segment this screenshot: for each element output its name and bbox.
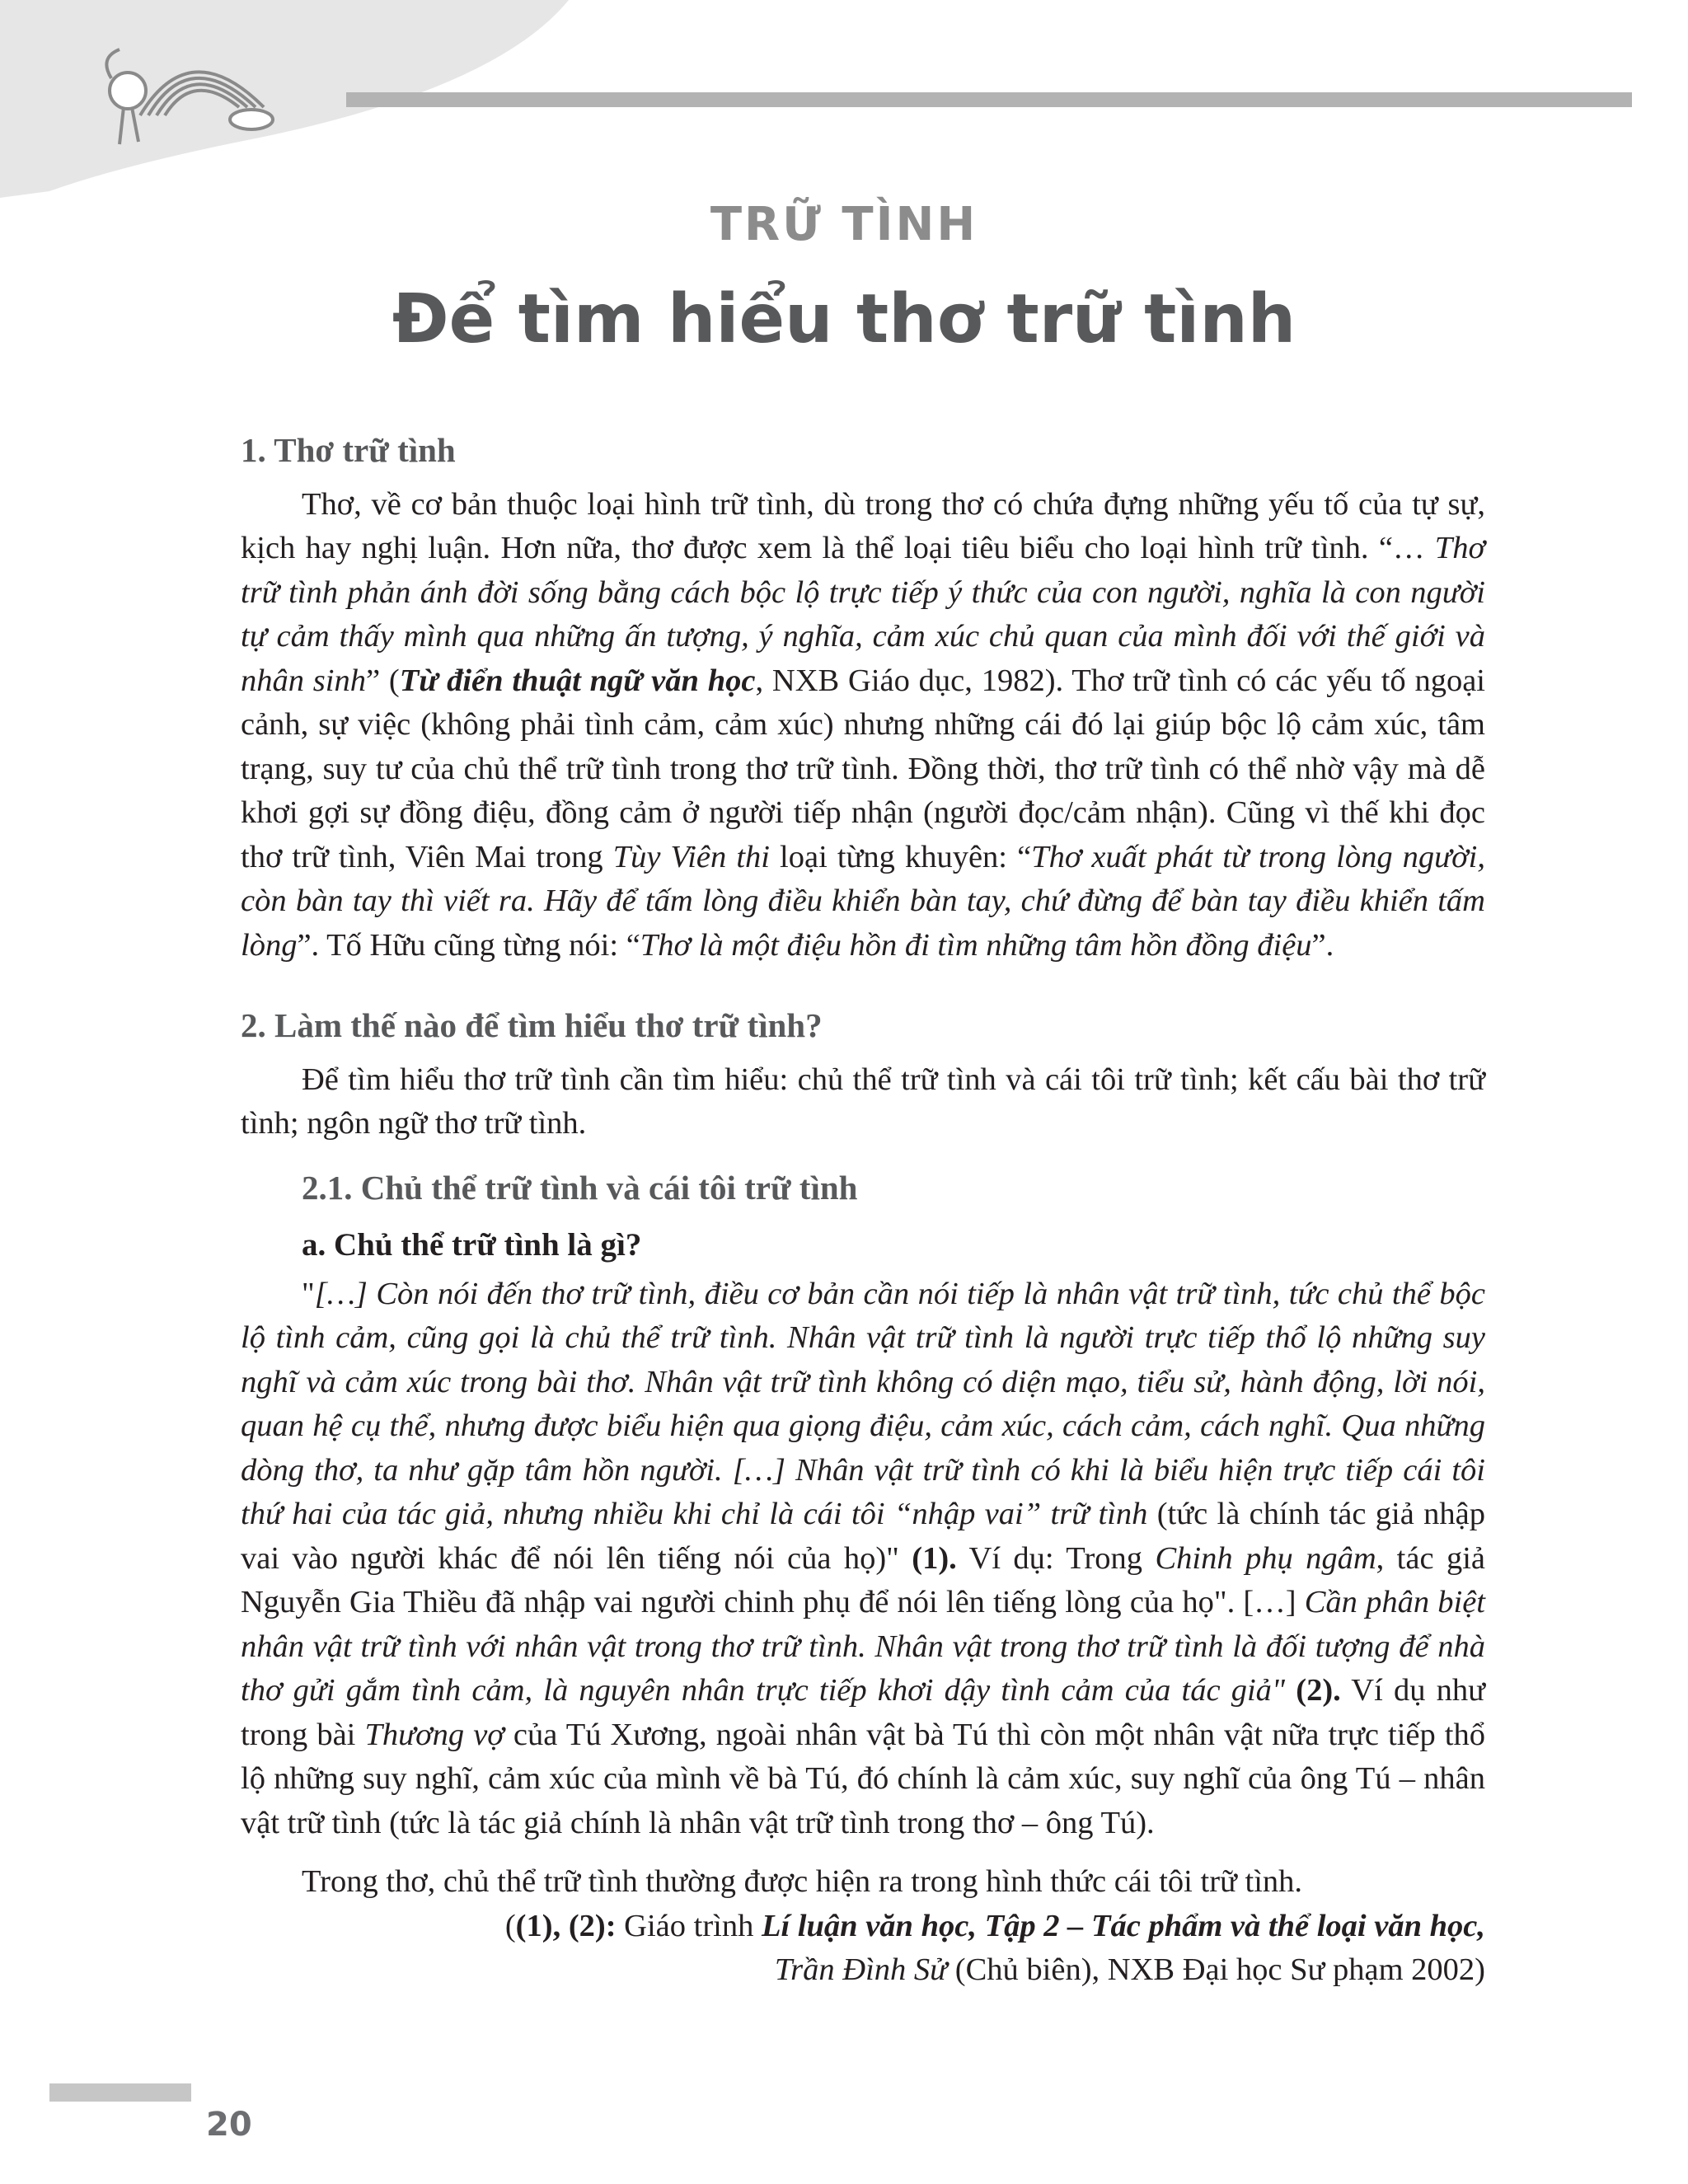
text-run: , tác giả Nguyễn Gia Thiều đã nhập vai người chinh phụ để nói lên tiếng lòng của họ". […] bbox=[241, 1540, 1485, 1619]
text-run: ” ( bbox=[366, 663, 400, 698]
author-name: Trần Đình Sử bbox=[774, 1952, 948, 1987]
section-1-paragraph bbox=[241, 483, 1485, 968]
text-run: " bbox=[302, 1276, 315, 1311]
source-title: Từ điển thuật ngữ văn học bbox=[399, 663, 756, 698]
page-title: Để tìm hiểu thơ trữ tình bbox=[392, 280, 1296, 359]
text-run: ”. Tố Hữu cũng từng nói: “ bbox=[297, 927, 640, 963]
text-run: loại từng khuyên: “ bbox=[769, 839, 1032, 874]
citation-line-2 bbox=[241, 1948, 1485, 1993]
text-run: (tức là chính tác giả nhập vai vào người khác để nói lên tiếng nói của họ)" bbox=[241, 1497, 1485, 1576]
work-title: Chinh phụ ngâm bbox=[1155, 1540, 1376, 1576]
text-run bbox=[1285, 1673, 1296, 1708]
footnote-ref: (2). bbox=[1296, 1673, 1341, 1708]
subsection-2-1-heading: 2.1. Chủ thể trữ tình và cái tôi trữ tình bbox=[302, 1168, 858, 1207]
quote-run: Cần phân biệt nhân vật trữ tình với nhân vật trong thơ trữ tình. Nhân vật trong thơ trữ tình là đối tượng để nhà thơ gửi gắm tình cảm, là nguyên nhân trực tiếp khơi dậy tình cảm của tác giả" bbox=[241, 1585, 1485, 1708]
quote-run: […] Còn nói đến thơ trữ tình, điều cơ bản cần nói tiếp là nhân vật trữ tình, tức chủ thể bộc lộ tình cảm, cũng gọi là chủ thể trữ tình. Nhân vật trữ tình là người trực tiếp thổ lộ những suy nghĩ và cảm xúc trong bài thơ. Nhân vật trữ tình không có diện mạo, tiểu sử, hành động, lời nói, quan hệ cụ thể, nhưng được biểu hiện qua giọng điệu, cảm xúc, cách cảm, cách nghĩ. Qua những dòng thơ, ta như gặp tâm hồn người. […] Nhân vật trữ tình có khi là biểu hiện trực tiếp cái tôi thứ hai của tác giả, nhưng nhiều khi chỉ là cái tôi “nhập vai” trữ tình bbox=[241, 1276, 1485, 1531]
text-run: Thơ, về cơ bản thuộc loại hình trữ tình, dù trong thơ có chứa đựng những yếu tố của tự sự, kịch hay nghị luận. Hơn nữa, thơ được xem là thể loại tiêu biểu cho loại hình trữ tình. “… bbox=[241, 486, 1485, 565]
section-2-heading: 2. Làm thế nào để tìm hiểu thơ trữ tình? bbox=[241, 1006, 823, 1044]
quote-run: Thơ trữ tình phản ánh đời sống bằng cách bộc lộ trực tiếp ý thức của con người, nghĩa là con người tự cảm thấy mình qua những ấn tượng, ý nghĩa, cảm xúc chủ quan của mình đối với thế giới và nhân sinh bbox=[241, 531, 1485, 698]
text-run: ( bbox=[504, 1908, 516, 1943]
page-number: 20 bbox=[206, 2106, 252, 2144]
section-kicker: TRỮ TÌNH bbox=[710, 198, 978, 251]
subsection-a-heading: a. Chủ thể trữ tình là gì? bbox=[302, 1227, 642, 1263]
text-run: của Tú Xương, ngoài nhân vật bà Tú thì còn một nhân vật nữa trực tiếp thổ lộ những suy nghĩ, cảm xúc của mình về bà Tú, đó chính là cảm xúc, suy nghĩ của ông Tú – nhân vật trữ tình (tức là tác giả chính là nhân vật trữ tình trong thơ – ông Tú). bbox=[241, 1717, 1485, 1840]
text-run: Giáo trình bbox=[616, 1908, 762, 1943]
section-1-heading: 1. Thơ trữ tình bbox=[241, 431, 456, 469]
subsection-a-paragraph bbox=[241, 1272, 1485, 1846]
footer-bar bbox=[49, 2083, 191, 2102]
article-body bbox=[241, 429, 1485, 1993]
footnote-ref: (1). bbox=[912, 1540, 957, 1576]
closing-sentence: Trong thơ, chủ thể trữ tình thường được hiện ra trong hình thức cái tôi trữ tình. bbox=[302, 1864, 1303, 1899]
quote-run: Thơ xuất phát từ trong lòng người, còn bàn tay thì viết ra. Hãy để tấm lòng điều khiển bàn tay, chứ đừng để bàn tay điều khiển tấm lòng bbox=[241, 839, 1486, 963]
text-run: , NXB Giáo dục, 1982). Thơ trữ tình có các yếu tố ngoại cảnh, sự việc (không phải tình cảm, cảm xúc) nhưng những cái đó lại giúp bộc lộ cảm xúc, tâm trạng, suy tư của chủ thể trữ tình trong thơ trữ tình. Đồng thời, thơ trữ tình có thể nhờ vậy mà dễ khơi gợi sự đồng điệu, đồng cảm ở người tiếp nhận (người đọc/cảm nhận). Cũng vì thế khi đọc thơ trữ tình, Viên Mai trong bbox=[241, 663, 1485, 874]
book-title: Lí luận văn học, Tập 2 – Tác phẩm và thể loại văn học, bbox=[761, 1908, 1485, 1943]
quote-run: Thơ là một điệu hồn đi tìm những tâm hồn đồng điệu bbox=[640, 927, 1312, 963]
footnote-ref: (1), (2): bbox=[515, 1908, 617, 1943]
work-title: Thương vợ bbox=[364, 1717, 504, 1752]
text-run: Ví dụ: Trong bbox=[956, 1540, 1156, 1576]
section-2-intro: Để tìm hiểu thơ trữ tình cần tìm hiểu: chủ thể trữ tình và cái tôi trữ tình; kết cấu bài thơ trữ tình; ngôn ngữ thơ trữ tình. bbox=[241, 1062, 1485, 1141]
text-run: ”. bbox=[1311, 927, 1334, 963]
citation bbox=[241, 1905, 1485, 1993]
header-rule bbox=[346, 92, 1632, 107]
citation-line-1 bbox=[241, 1905, 1485, 1949]
work-title: Tùy Viên thi bbox=[612, 839, 770, 874]
text-run: (Chủ biên), NXB Đại học Sư phạm 2002) bbox=[947, 1952, 1485, 1987]
text-run: Ví dụ như trong bài bbox=[241, 1673, 1486, 1752]
